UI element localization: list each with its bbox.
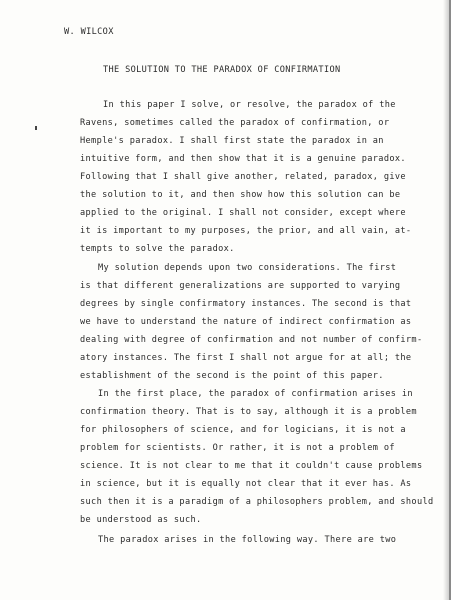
body-line: is that different generalizations are supported to varying [80, 281, 401, 291]
document-title: THE SOLUTION TO THE PARADOX OF CONFIRMATION [103, 65, 341, 75]
body-line: science. It is not clear to me that it couldn't cause problems [80, 461, 423, 471]
body-line: In the first place, the paradox of confirmation arises in [98, 389, 413, 399]
body-line: tempts to solve the paradox. [80, 244, 235, 254]
body-line: applied to the original. I shall not consider, except where [80, 208, 406, 218]
body-line: be understood as such. [80, 515, 202, 525]
body-line: we have to understand the nature of indirect confirmation as [80, 317, 412, 327]
body-line: in science, but it is equally not clear that it ever has. As [80, 479, 412, 489]
body-line: intuitive form, and then show that it is a genuine paradox. [80, 154, 406, 164]
body-line: the solution to it, and then show how this solution can be [80, 190, 401, 200]
page-edge-shadow [443, 0, 449, 600]
body-line: Ravens, sometimes called the paradox of confirmation, or [80, 118, 390, 128]
body-line: for philosophers of science, and for logicians, it is not a [80, 425, 406, 435]
body-line: dealing with degree of confirmation and not number of confirm- [80, 335, 423, 345]
author-name: W. WILCOX [64, 27, 114, 37]
body-line: establishment of the second is the point of this paper. [80, 371, 384, 381]
body-line: problem for scientists. Or rather, it is not a problem of [80, 443, 395, 453]
body-line: Following that I shall give another, related, paradox, give [80, 172, 406, 182]
body-line: My solution depends upon two considerations. The first [98, 263, 397, 273]
ink-speck [35, 126, 37, 130]
body-line: The paradox arises in the following way. There are two [98, 535, 397, 545]
body-line: atory instances. The first I shall not argue for at all; the [80, 353, 412, 363]
body-line: it is important to my purposes, the prior, and all vain, at- [80, 226, 412, 236]
body-line: In this paper I solve, or resolve, the paradox of the [103, 100, 396, 110]
body-line: degrees by single confirmatory instances. The second is that [80, 299, 412, 309]
body-line: such then it is a paradigm of a philosophers problem, and should [80, 497, 434, 507]
body-line: Hemple's paradox. I shall first state the paradox in an [80, 136, 384, 146]
body-line: confirmation theory. That is to say, although it is a problem [80, 407, 417, 417]
